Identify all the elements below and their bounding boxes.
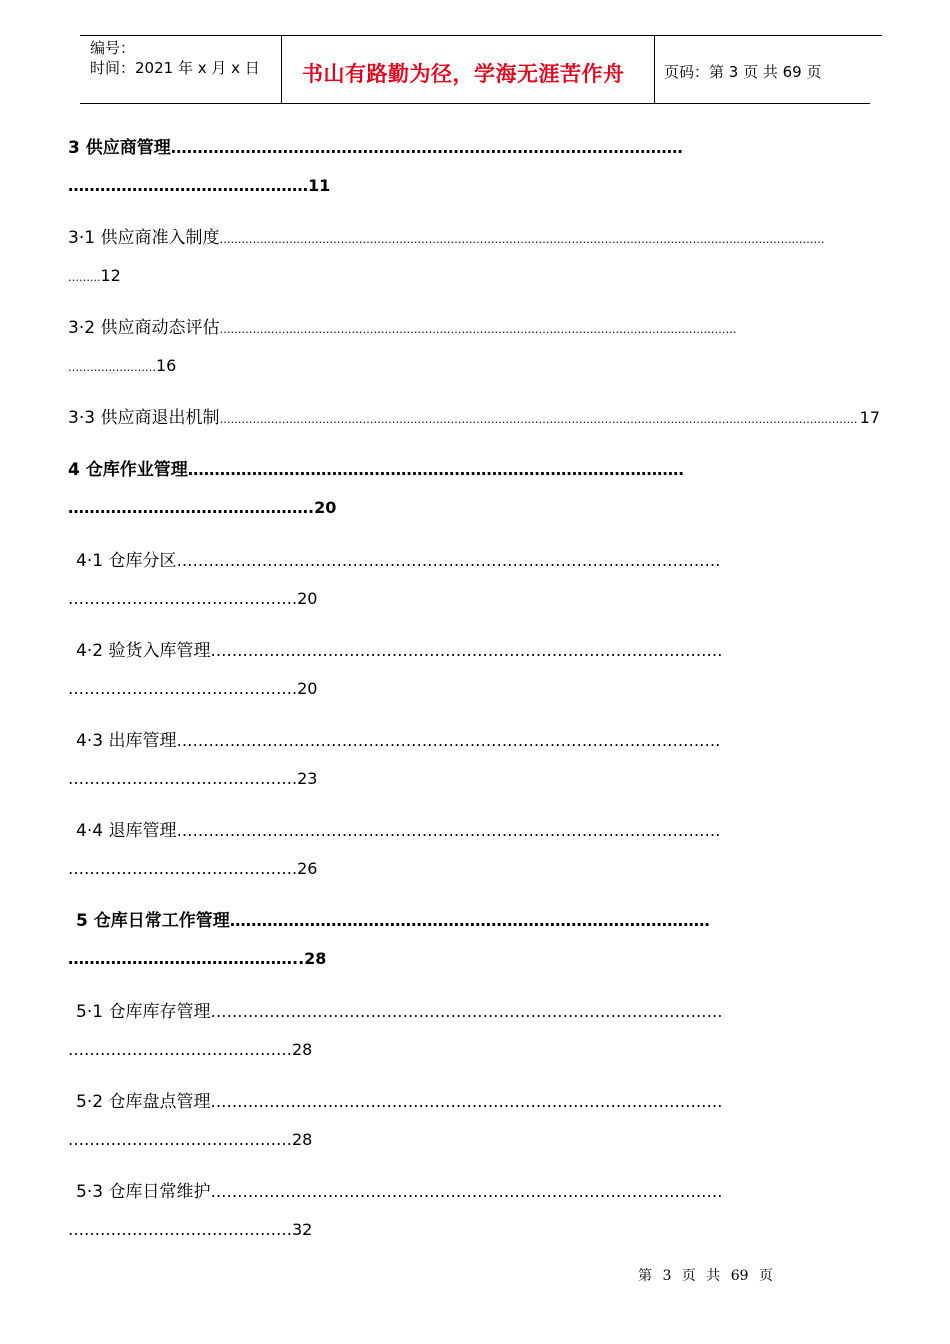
toc-entry-continuation xyxy=(68,355,176,379)
toc-leader-dots: …………………………………………………………………………………… xyxy=(170,138,683,157)
toc-entry-title: 4·3 出库管理 xyxy=(76,731,177,751)
toc-leader-dots: …………………………………… xyxy=(68,949,292,968)
toc-leader-dots: ………………………………………………………………………………………… xyxy=(176,821,721,840)
toc-entry-title: 3 供应商管理 xyxy=(68,138,171,158)
toc-leader-dots: …………………………………………………………………………………… xyxy=(210,641,723,660)
toc-entry-title: 3·2 供应商动态评估 xyxy=(68,318,220,338)
toc-entry-title: 3·1 供应商准入制度 xyxy=(68,228,220,248)
toc-leader-dots: …………………………………………………………………………………… xyxy=(210,1182,723,1201)
toc-page-number: 28 xyxy=(292,1040,313,1059)
toc-entry-title: 5 仓库日常工作管理 xyxy=(76,911,230,931)
toc-entry-continuation xyxy=(68,1039,312,1061)
toc-entry-continuation xyxy=(68,1129,312,1151)
toc-leader-dots: …………………………………………………………………………………………………………………………… xyxy=(219,323,737,336)
toc-entry[interactable] xyxy=(68,317,872,341)
toc-leader-dots: …………………………………… xyxy=(68,769,292,788)
toc-leader-dots: …………………………………… xyxy=(68,1040,292,1059)
toc-leader-dots: ……... xyxy=(68,271,101,284)
toc-leader-dots: …………………… xyxy=(68,361,156,374)
toc-entry-title: 3·3 供应商退出机制 xyxy=(68,408,220,428)
toc-entry[interactable] xyxy=(76,640,872,662)
toc-entry[interactable] xyxy=(76,1181,872,1203)
toc-leader-dots: ………………………………………………………………………………………………………………………………………………………… xyxy=(219,413,858,426)
header-divider-right xyxy=(654,35,655,104)
toc-entry-continuation xyxy=(68,588,317,610)
toc-page-number: 28 xyxy=(292,1130,313,1149)
toc-leader-dots: …………………………………… xyxy=(68,589,292,608)
toc-entry[interactable] xyxy=(68,459,872,481)
toc-leader-dots: …………………………………… xyxy=(68,1220,292,1239)
toc-page-number: .23 xyxy=(292,769,318,788)
toc-leader-dots: ………………………………………………………………………………… xyxy=(187,460,684,479)
header-bottom-rule xyxy=(80,103,870,104)
toc-page-number: .20 xyxy=(292,679,318,698)
toc-entry-continuation xyxy=(68,497,336,519)
toc-leader-dots: ……………………………………… xyxy=(68,176,308,195)
toc-entry[interactable] xyxy=(76,550,872,572)
toc-entry[interactable] xyxy=(68,407,880,431)
toc-leader-dots: …………………………………………………………………………………… xyxy=(210,1092,723,1111)
toc-entry-continuation xyxy=(68,265,121,289)
toc-page-number: 12 xyxy=(100,266,121,285)
toc-entry-continuation xyxy=(68,948,326,970)
toc-entry[interactable] xyxy=(76,1001,872,1023)
toc-entry-continuation xyxy=(68,678,317,700)
toc-entry[interactable] xyxy=(76,820,872,842)
toc-page-number: 16 xyxy=(156,356,177,375)
toc-entry-continuation xyxy=(68,858,317,880)
toc-leader-dots: ………………………………………………………………………………………… xyxy=(176,731,721,750)
toc-entry[interactable] xyxy=(68,227,872,251)
doc-number-label: 编号： xyxy=(90,39,136,57)
toc-page-number: 32 xyxy=(292,1220,313,1239)
doc-time-label: 时间：2021 年 x 月 x 日 xyxy=(90,59,260,77)
toc-entry-title: 5·1 仓库库存管理 xyxy=(76,1002,211,1022)
toc-page-number: 11 xyxy=(308,176,331,195)
toc-page-number: 17 xyxy=(859,408,880,427)
toc-leader-dots: ……………………………………… xyxy=(68,498,308,517)
toc-leader-dots: …………………………………… xyxy=(68,859,292,878)
header-divider-left xyxy=(281,35,282,104)
toc-entry-title: 5·3 仓库日常维护 xyxy=(76,1182,211,1202)
page-footer: 第 3 页 共 69 页 xyxy=(638,1268,773,1284)
toc-leader-dots: ……………………………………………………………………………… xyxy=(229,911,710,930)
toc-entry-title: 4·2 验货入库管理 xyxy=(76,641,211,661)
toc-page-number: .26 xyxy=(292,859,318,878)
toc-entry-title: 4·1 仓库分区 xyxy=(76,551,177,571)
toc-page-number: .20 xyxy=(292,589,318,608)
toc-leader-dots: ………………………………………………………………………………………… xyxy=(176,551,721,570)
toc-leader-dots: …………………………………… xyxy=(68,1130,292,1149)
toc-entry[interactable] xyxy=(68,137,872,159)
toc-page-number: ..28 xyxy=(292,949,327,968)
toc-leader-dots: …………………………………… xyxy=(68,679,292,698)
toc-entry-title: 4 仓库作业管理 xyxy=(68,460,188,480)
toc-page-number: .20 xyxy=(308,498,337,517)
toc-leader-dots: …………………………………………………………………………………… xyxy=(210,1002,723,1021)
toc-entry[interactable] xyxy=(76,910,872,932)
toc-entry[interactable] xyxy=(76,730,872,752)
toc-entry-title: 5·2 仓库盘点管理 xyxy=(76,1092,211,1112)
toc-entry-continuation xyxy=(68,768,317,790)
toc-entry[interactable] xyxy=(76,1091,872,1113)
toc-entry-continuation xyxy=(68,1219,312,1241)
toc-entry-title: 4·4 退库管理 xyxy=(76,821,177,841)
toc-leader-dots: ………………………………………………………………………………………………………………………………………………… xyxy=(219,233,825,246)
header-page-label: 页码：第 3 页 共 69 页 xyxy=(664,63,822,81)
toc-entry-continuation xyxy=(68,175,330,197)
header-motto: 书山有路勤为径，学海无涯苦作舟 xyxy=(302,62,625,86)
header-top-rule xyxy=(80,35,882,36)
